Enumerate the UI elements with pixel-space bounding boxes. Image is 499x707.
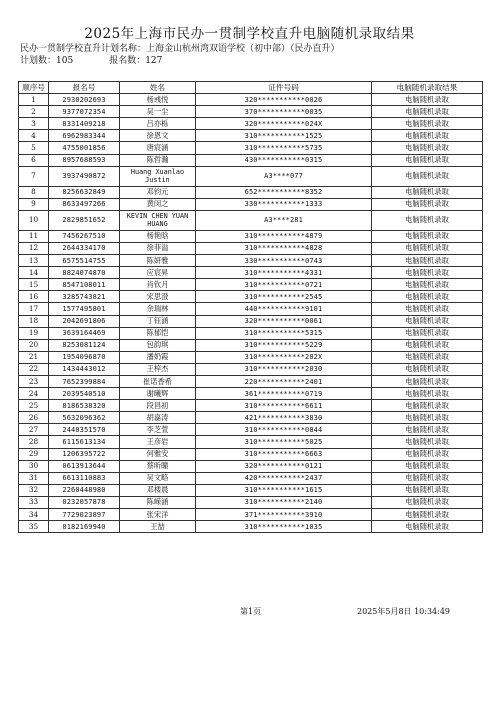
cell-result: 电脑随机录取 xyxy=(372,424,483,436)
cell-name: 陈哲瀚 xyxy=(120,154,196,166)
cell-result: 电脑随机录取 xyxy=(372,412,483,424)
table-row xyxy=(19,255,483,267)
cell-name: 陈妍雅 xyxy=(120,255,196,267)
cell-reg-no: 7456267510 xyxy=(49,230,120,242)
cell-id-no: 420***********2437 xyxy=(196,472,372,484)
cell-reg-no: 6613110883 xyxy=(49,472,120,484)
table-row xyxy=(19,448,483,460)
cell-seq: 17 xyxy=(19,303,49,315)
cell-id-no: 310***********5025 xyxy=(196,436,372,448)
cell-id-no: 652***********8352 xyxy=(196,186,372,198)
cell-result: 电脑随机录取 xyxy=(372,118,483,130)
plan-stats xyxy=(20,56,162,67)
print-timestamp: 2025年5月8日 10:34:49 xyxy=(357,607,451,616)
cell-name: 吕亦栎 xyxy=(120,118,196,130)
header-reg-no: 报名号 xyxy=(49,82,120,94)
table-row xyxy=(19,472,483,484)
cell-seq: 29 xyxy=(19,448,49,460)
table-row xyxy=(19,94,483,106)
cell-result: 电脑随机录取 xyxy=(372,388,483,400)
table-row xyxy=(19,496,483,508)
table-row xyxy=(19,291,483,303)
cell-id-no: 310***********1615 xyxy=(196,484,372,496)
cell-result: 电脑随机录取 xyxy=(372,291,483,303)
cell-reg-no: 9377072354 xyxy=(49,106,120,118)
table-row xyxy=(19,412,483,424)
header-id-no: 证件号码 xyxy=(196,82,372,94)
cell-result: 电脑随机录取 xyxy=(372,186,483,198)
cell-reg-no: 0613913644 xyxy=(49,460,120,472)
cell-seq: 6 xyxy=(19,154,49,166)
table-row xyxy=(19,339,483,351)
table-row xyxy=(19,509,483,521)
cell-result: 电脑随机录取 xyxy=(372,484,483,496)
cell-seq: 5 xyxy=(19,142,49,154)
cell-seq: 8 xyxy=(19,186,49,198)
cell-reg-no: 3285743821 xyxy=(49,291,120,303)
cell-result: 电脑随机录取 xyxy=(372,154,483,166)
cell-name: 王彦岩 xyxy=(120,436,196,448)
cell-name: 徐菲溢 xyxy=(120,242,196,254)
cell-seq: 2 xyxy=(19,106,49,118)
table-row xyxy=(19,460,483,472)
cell-result: 电脑随机录取 xyxy=(372,327,483,339)
cell-seq: 11 xyxy=(19,230,49,242)
cell-id-no: 310***********2545 xyxy=(196,291,372,303)
cell-id-no: 361***********0719 xyxy=(196,388,372,400)
cell-reg-no: 6575514755 xyxy=(49,255,120,267)
cell-reg-no: 8256632849 xyxy=(49,186,120,198)
cell-result: 电脑随机录取 xyxy=(372,521,483,533)
cell-result: 电脑随机录取 xyxy=(372,400,483,412)
cell-id-no: 370***********0035 xyxy=(196,106,372,118)
table-row xyxy=(19,118,483,130)
cell-seq: 28 xyxy=(19,436,49,448)
plan-count: 计划数：105 xyxy=(20,56,74,66)
table-row xyxy=(19,154,483,166)
cell-reg-no: 2039540510 xyxy=(49,388,120,400)
cell-name: 吴文略 xyxy=(120,472,196,484)
cell-seq: 33 xyxy=(19,496,49,508)
cell-seq: 7 xyxy=(19,166,49,186)
cell-seq: 18 xyxy=(19,315,49,327)
cell-name: 唐宸涵 xyxy=(120,142,196,154)
cell-reg-no: 2260448980 xyxy=(49,484,120,496)
cell-name: 黄闵之 xyxy=(120,198,196,210)
cell-id-no: 310***********2140 xyxy=(196,496,372,508)
table-row xyxy=(19,130,483,142)
cell-id-no: 421***********3830 xyxy=(196,412,372,424)
cell-name: 徐恩文 xyxy=(120,130,196,142)
cell-id-no: 310***********4879 xyxy=(196,230,372,242)
cell-id-no: 310***********6663 xyxy=(196,448,372,460)
cell-result: 电脑随机录取 xyxy=(372,363,483,375)
cell-id-no: 440***********9101 xyxy=(196,303,372,315)
cell-id-no: 310***********0844 xyxy=(196,424,372,436)
cell-reg-no: 2042691806 xyxy=(49,315,120,327)
cell-reg-no: 8633497266 xyxy=(49,198,120,210)
cell-result: 电脑随机录取 xyxy=(372,279,483,291)
cell-name: 段昌初 xyxy=(120,400,196,412)
cell-id-no: 310***********5735 xyxy=(196,142,372,154)
table-row xyxy=(19,186,483,198)
cell-result: 电脑随机录取 xyxy=(372,94,483,106)
cell-reg-no: 8824074870 xyxy=(49,267,120,279)
cell-id-no: 320***********0121 xyxy=(196,460,372,472)
cell-seq: 16 xyxy=(19,291,49,303)
cell-id-no: 320***********0061 xyxy=(196,315,372,327)
cell-reg-no: 0232057878 xyxy=(49,496,120,508)
cell-result: 电脑随机录取 xyxy=(372,106,483,118)
table-row xyxy=(19,106,483,118)
cell-seq: 20 xyxy=(19,339,49,351)
cell-id-no: 310***********1525 xyxy=(196,130,372,142)
header-result: 电脑随机录取结果 xyxy=(372,82,483,94)
cell-seq: 27 xyxy=(19,424,49,436)
table-row xyxy=(19,242,483,254)
table-row xyxy=(19,267,483,279)
table-row xyxy=(19,400,483,412)
cell-id-no: 330***********1333 xyxy=(196,198,372,210)
cell-seq: 19 xyxy=(19,327,49,339)
cell-name: 余瑞林 xyxy=(120,303,196,315)
cell-id-no: 310***********1035 xyxy=(196,521,372,533)
cell-result: 电脑随机录取 xyxy=(372,210,483,230)
table-row xyxy=(19,521,483,533)
table-row xyxy=(19,210,483,230)
table-row xyxy=(19,279,483,291)
cell-seq: 34 xyxy=(19,509,49,521)
table-row xyxy=(19,424,483,436)
cell-reg-no: 1434443012 xyxy=(49,363,120,375)
cell-name: 吴一尘 xyxy=(120,106,196,118)
cell-result: 电脑随机录取 xyxy=(372,448,483,460)
cell-seq: 10 xyxy=(19,210,49,230)
cell-id-no: 320***********0026 xyxy=(196,94,372,106)
cell-name: Huang Xuanlao Justin xyxy=(120,166,196,186)
cell-reg-no: 2644334170 xyxy=(49,242,120,254)
cell-name: 丁钰涵 xyxy=(120,315,196,327)
table-header-row xyxy=(19,82,483,94)
cell-result: 电脑随机录取 xyxy=(372,460,483,472)
cell-reg-no: 1206395722 xyxy=(49,448,120,460)
cell-reg-no: 3937490872 xyxy=(49,166,120,186)
table-row xyxy=(19,198,483,210)
cell-seq: 15 xyxy=(19,279,49,291)
cell-name: 包韵琪 xyxy=(120,339,196,351)
cell-name: 宋思澄 xyxy=(120,291,196,303)
cell-result: 电脑随机录取 xyxy=(372,315,483,327)
cell-name: 应宸昇 xyxy=(120,267,196,279)
cell-id-no: 430***********0315 xyxy=(196,154,372,166)
cell-seq: 23 xyxy=(19,375,49,387)
cell-result: 电脑随机录取 xyxy=(372,509,483,521)
cell-result: 电脑随机录取 xyxy=(372,303,483,315)
table-row xyxy=(19,327,483,339)
cell-result: 电脑随机录取 xyxy=(372,436,483,448)
cell-reg-no: 5632096362 xyxy=(49,412,120,424)
cell-name: 李芝萱 xyxy=(120,424,196,436)
table-row xyxy=(19,142,483,154)
cell-id-no: A3****281 xyxy=(196,210,372,230)
cell-name: 潘奶霞 xyxy=(120,351,196,363)
cell-name: 崔诺香希 xyxy=(120,375,196,387)
table-row xyxy=(19,436,483,448)
cell-reg-no: 8547108011 xyxy=(49,279,120,291)
cell-result: 电脑随机录取 xyxy=(372,142,483,154)
table-row xyxy=(19,351,483,363)
cell-reg-no: 2829851652 xyxy=(49,210,120,230)
plan-name: 民办一贯制学校直升计划名称：上海金山杭州湾双语学校（初中部）（民办直升） xyxy=(20,44,340,54)
cell-seq: 24 xyxy=(19,388,49,400)
cell-name: 蔡昕瞳 xyxy=(120,460,196,472)
cell-result: 电脑随机录取 xyxy=(372,339,483,351)
cell-reg-no: 2930202693 xyxy=(49,94,120,106)
cell-id-no: 310***********0721 xyxy=(196,279,372,291)
cell-seq: 3 xyxy=(19,118,49,130)
cell-result: 电脑随机录取 xyxy=(372,255,483,267)
cell-seq: 12 xyxy=(19,242,49,254)
cell-seq: 9 xyxy=(19,198,49,210)
cell-result: 电脑随机录取 xyxy=(372,351,483,363)
cell-result: 电脑随机录取 xyxy=(372,267,483,279)
cell-seq: 31 xyxy=(19,472,49,484)
cell-name: 王梓杰 xyxy=(120,363,196,375)
results-table xyxy=(18,81,483,533)
cell-reg-no: 8957688593 xyxy=(49,154,120,166)
cell-seq: 13 xyxy=(19,255,49,267)
cell-result: 电脑随机录取 xyxy=(372,375,483,387)
cell-seq: 21 xyxy=(19,351,49,363)
cell-reg-no: 8186538320 xyxy=(49,400,120,412)
header-name: 姓名 xyxy=(120,82,196,94)
cell-seq: 35 xyxy=(19,521,49,533)
cell-id-no: 330***********0743 xyxy=(196,255,372,267)
cell-reg-no: 7652399884 xyxy=(49,375,120,387)
cell-id-no: 310***********5229 xyxy=(196,339,372,351)
cell-name: 杨彧悦 xyxy=(120,94,196,106)
cell-seq: 32 xyxy=(19,484,49,496)
cell-seq: 4 xyxy=(19,130,49,142)
cell-reg-no: 0182169940 xyxy=(49,521,120,533)
cell-name: 王喆 xyxy=(120,521,196,533)
cell-reg-no: 6962983344 xyxy=(49,130,120,142)
table-row xyxy=(19,363,483,375)
cell-seq: 14 xyxy=(19,267,49,279)
table-row xyxy=(19,230,483,242)
table-row xyxy=(19,388,483,400)
cell-id-no: 310***********202X xyxy=(196,351,372,363)
cell-name: 肖钦月 xyxy=(120,279,196,291)
cell-name: KEVIN CHEN YUAN HUANG xyxy=(120,210,196,230)
cell-reg-no: 1954096870 xyxy=(49,351,120,363)
cell-result: 电脑随机录取 xyxy=(372,230,483,242)
cell-result: 电脑随机录取 xyxy=(372,496,483,508)
cell-seq: 25 xyxy=(19,400,49,412)
cell-id-no: 310***********2030 xyxy=(196,363,372,375)
cell-result: 电脑随机录取 xyxy=(372,242,483,254)
table-row xyxy=(19,315,483,327)
cell-name: 陈郁恺 xyxy=(120,327,196,339)
cell-reg-no: 4755001856 xyxy=(49,142,120,154)
page-number: 第1页 xyxy=(240,607,262,616)
cell-reg-no: 8253081124 xyxy=(49,339,120,351)
cell-result: 电脑随机录取 xyxy=(372,166,483,186)
applicant-count: 报名数：127 xyxy=(109,56,163,66)
cell-reg-no: 7729023897 xyxy=(49,509,120,521)
cell-result: 电脑随机录取 xyxy=(372,198,483,210)
cell-reg-no: 6115613134 xyxy=(49,436,120,448)
cell-name: 邓楼晨 xyxy=(120,484,196,496)
cell-id-no: 320***********024X xyxy=(196,118,372,130)
cell-reg-no: 3639164469 xyxy=(49,327,120,339)
cell-name: 陈嵘涵 xyxy=(120,496,196,508)
table-row xyxy=(19,375,483,387)
cell-reg-no: 1577495801 xyxy=(49,303,120,315)
cell-name: 胡嘉涛 xyxy=(120,412,196,424)
cell-id-no: 220***********2401 xyxy=(196,375,372,387)
cell-seq: 1 xyxy=(19,94,49,106)
cell-seq: 22 xyxy=(19,363,49,375)
cell-name: 邓钧元 xyxy=(120,186,196,198)
cell-id-no: 371***********3910 xyxy=(196,509,372,521)
cell-name: 杨艳晗 xyxy=(120,230,196,242)
cell-reg-no: 2440351570 xyxy=(49,424,120,436)
cell-name: 张宋洋 xyxy=(120,509,196,521)
page-title: 2025年上海市民办一贯制学校直升电脑随机录取结果 xyxy=(84,26,415,42)
cell-reg-no: 8331409218 xyxy=(49,118,120,130)
table-row xyxy=(19,166,483,186)
cell-id-no: A3****077 xyxy=(196,166,372,186)
cell-seq: 30 xyxy=(19,460,49,472)
cell-result: 电脑随机录取 xyxy=(372,130,483,142)
cell-result: 电脑随机录取 xyxy=(372,472,483,484)
cell-name: 谢曦辉 xyxy=(120,388,196,400)
table-row xyxy=(19,484,483,496)
table-row xyxy=(19,303,483,315)
cell-id-no: 310***********4331 xyxy=(196,267,372,279)
header-seq: 顺序号 xyxy=(19,82,49,94)
cell-name: 何雅安 xyxy=(120,448,196,460)
cell-id-no: 310***********5315 xyxy=(196,327,372,339)
cell-id-no: 310***********4828 xyxy=(196,242,372,254)
cell-id-no: 310***********6611 xyxy=(196,400,372,412)
cell-seq: 26 xyxy=(19,412,49,424)
